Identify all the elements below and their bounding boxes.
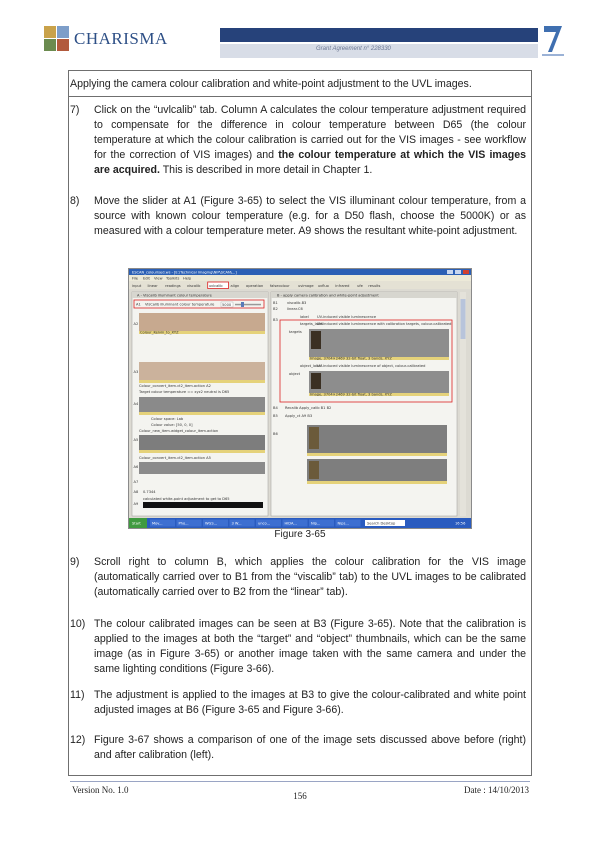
step-text: The adjustment is applied to the images at B3 to give the colour-calibrated and white point adjusted images at B6 (Figure 3-65 and Figure 3-66). [94,689,526,716]
tab-uvfluo: uvfluo [317,283,329,288]
taskbar-item-label: WGS... [205,521,218,526]
step-number: 7) [70,104,80,116]
svg-text:0.7344: 0.7344 [143,490,156,494]
tab-align: align [230,283,240,288]
b6-object [307,459,447,481]
tab-input: input [132,283,142,288]
svg-text:UV-induced visible luminescenc: UV-induced visible luminescence of object, colour-calibrated [317,364,426,368]
menu-help: Help [183,276,192,281]
svg-text:Search Desktop: Search Desktop [367,521,396,526]
window-title: ESCAN_colourised.ws - [E:\Technical Imaging\NIP\SCAN\...] [132,270,237,275]
page-header [40,22,560,58]
row-label-a4: A4 [133,402,139,406]
row-label-b3: B3 [273,318,278,322]
menu-edit: Edit [143,276,150,281]
charisma-logo-icon [44,26,70,52]
svg-text:Colour space: Lab: Colour space: Lab [151,417,184,421]
a6-swatch [139,462,265,474]
menu-view: View [154,276,163,281]
svg-text:linear.C6: linear.C6 [287,307,303,311]
footer-divider [70,781,530,782]
tab-uvlcalib: uvlcalib [208,283,223,288]
svg-text:UV-induced visible luminescenc: UV-induced visible luminescence with calibration targets, colour-calibrated [317,322,452,326]
svg-text:Target colour temperature == x: Target colour temperature == xyz2 neutral is D65 [139,390,230,394]
a3-swatch [139,362,265,380]
taskbar-item-label: HIDA... [284,521,297,526]
row-label-a7: A7 [133,480,139,484]
svg-text:targets: targets [289,330,302,334]
row-label-b1: B1 [273,301,278,305]
figure-screenshot [128,268,472,529]
svg-text:Colour_convert_item.ct2_item.a: Colour_convert_item.ct2_item.action A2 [139,384,211,388]
step-text: The colour calibrated images can be seen at B3 (Figure 3-65). Note that the calibration is applied to the images at both the “target” and “object” thumbnails, which can be the same image (as in Figure 3-65) or another image taken with the same camera and under the same lighting conditions (Figure 3-66). [94,618,526,675]
column-a-title: A - Viscalib illuminant colour temperature [137,293,212,298]
step-text: Scroll right to column B, which applies the colour calibration for the VIS image (automatically carried over to B1 from the “viscalib” tab) to the UVL images to be calibrated (automatically carried over to B2 from the “linear” tab). [94,556,526,598]
svg-text:Apply_ct A9 B3: Apply_ct A9 B3 [285,414,313,418]
tab-infrared: infrared [335,283,350,288]
object-thumbnail [309,371,449,393]
svg-text:Colour_Kelvin_to_XYZ: Colour_Kelvin_to_XYZ [140,330,179,335]
svg-text:Recalib Apply_calib B1 B2: Recalib Apply_calib B1 B2 [285,406,332,410]
row-label-a6: A6 [133,465,139,469]
step-number: 10) [70,618,86,630]
clock: 16:56 [455,521,466,526]
row-label-a2: A2 [133,322,139,326]
screenshot-drawing [129,269,471,528]
row-label-a5: A5 [133,438,139,442]
slider-handle [241,302,244,307]
a9-swatch [143,502,263,508]
row-label-b4: B4 [273,406,278,410]
slider-value: 5000 [222,303,232,307]
tab-viscalib: viscalib [186,283,201,288]
section-intro: Applying the camera colour calibration and white-point adjustment to the UVL images. [70,78,472,90]
tab-readings: readings [165,283,181,288]
row-label-a8: A8 [133,490,139,494]
targets-thumbnail [309,329,449,357]
slider-label: VisCalib illuminant colour temperature [145,302,215,307]
menu-file: File [132,276,139,281]
figure-caption: Figure 3-65 [274,529,326,540]
row-label-b5: B5 [273,414,278,418]
intro-divider [68,96,531,97]
svg-text:targets_label: targets_label [300,322,324,326]
tab-uvimage: uvimage [298,283,314,288]
column-b-title: B - apply camera calibration and white-point adjustment [277,293,379,298]
svg-text:object: object [289,372,301,376]
step-text: Click on the “uvlcalib” tab. Column A calculates the colour temperature adjustment required to compensate for the difference in colour temperature between D65 (the colour temperature at which the colour calibration is carried out for the VIS images - see workflow for the correction of VIS images) and the colour temperature at which the VIS images are acquired. This is described in more detail in Chapter 1. [94,104,526,176]
b6-targets [307,425,447,453]
taskbar-item-label: Pho... [178,521,189,526]
tab-falsecolour: falsecolour [269,283,290,288]
tab-results: results [368,283,381,288]
svg-text:Start: Start [132,521,141,526]
svg-text:UV-induced visible luminescenc: UV-induced visible luminescence [317,315,377,319]
close-icon [463,270,469,274]
svg-text:Colour_convert_item.ct2_item.a: Colour_convert_item.ct2_item.action A5 [139,456,211,460]
step-text: Move the slider at A1 (Figure 3-65) to select the VIS illuminant colour temperature, from a source with known colour temperature (e.g. for a D50 flash, choose the 5000K) or as measured with a colour temperature meter. A9 shows the resultant white-point adjustment. [94,195,526,237]
svg-text:label: label [300,315,309,319]
taskbar-item-label: Mov... [152,521,163,526]
grant-agreement: Grant Agreement n° 228330 [316,46,391,52]
footer-version: Version No. 1.0 [72,785,129,795]
svg-text:calculated white-point adjustm: calculated white-point adjustment to get to D65 [143,497,230,501]
step-number: 11) [70,689,85,701]
page-number: 156 [293,791,307,801]
svg-text:Image, 3704×2469 32-bit float,: Image, 3704×2469 32-bit float, 3 bands, XYZ [310,356,392,361]
a2-swatch [139,313,265,331]
row-label-b2: B2 [273,307,278,311]
menu-toolkits: Toolkits [166,276,180,281]
footer-date: Date : 14/10/2013 [464,785,529,795]
taskbar-item-label: Nips... [337,521,349,526]
row-label-a9: A9 [133,502,139,506]
tab-operation: operation [246,283,264,288]
row-label-b6: B6 [273,432,278,436]
tab-ufe: ufe [357,283,363,288]
tab-strip [132,282,381,289]
step-number: 12) [70,734,86,746]
tab-linear: linear [147,283,158,288]
fp7-logo-icon [540,22,566,58]
taskbar-item-label: unco... [258,521,271,526]
a1-label: A1 [136,302,141,307]
row-label-a3: A3 [133,370,139,374]
svg-text:Colour_new_item.widget_colour_: Colour_new_item.widget_colour_item.action [139,429,219,433]
taskbar-item-label: 3 W... [231,521,242,526]
a5-swatch [139,435,265,450]
svg-text:viscalib.B3: viscalib.B3 [287,301,307,305]
svg-text:Colour value: [50, 0, 0]: Colour value: [50, 0, 0] [151,423,193,427]
svg-text:object_label: object_label [300,364,322,368]
step-number: 8) [70,195,80,207]
taskbar-item-label: Nip... [311,521,321,526]
header-bar [220,28,538,42]
menu-bar [129,275,471,281]
logo-text: CHARISMA [74,29,168,48]
step-number: 9) [70,556,80,568]
step-text: Figure 3-67 shows a comparison of one of the image sets discussed above before (right) and after calibration (left). [94,734,526,761]
a4-swatch [139,397,265,412]
svg-text:Image, 3704×2469 32-bit float,: Image, 3704×2469 32-bit float, 3 bands, XYZ [310,392,392,397]
